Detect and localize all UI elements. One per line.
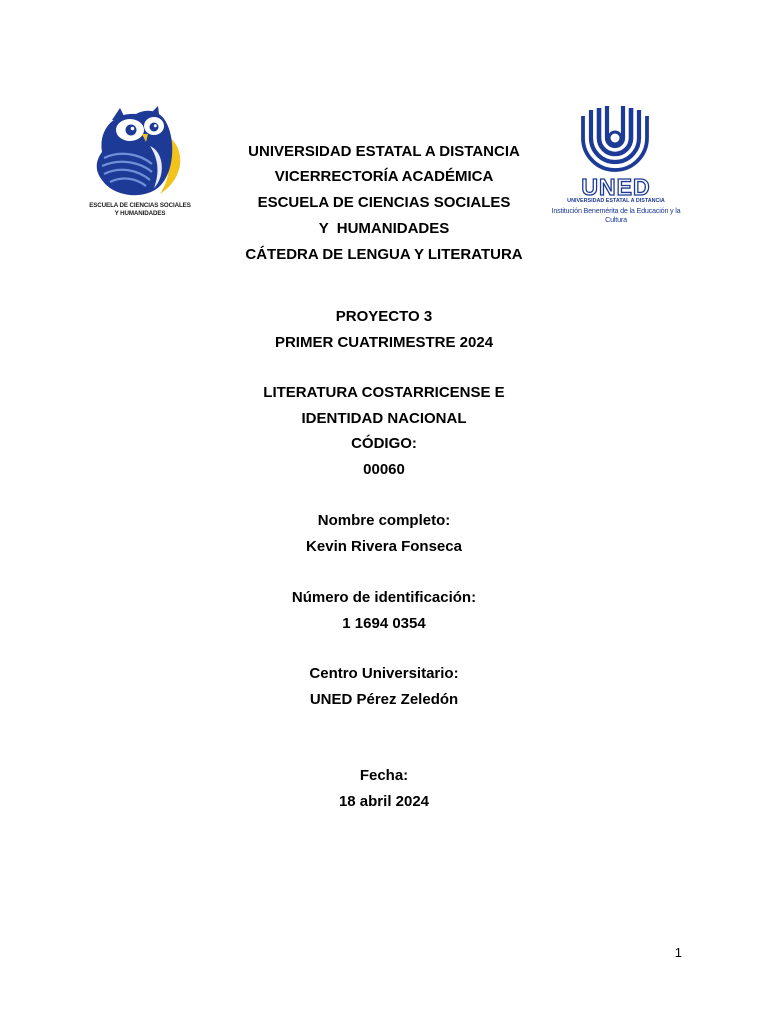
date-value: 18 abril 2024 bbox=[338, 793, 430, 810]
vice-rectory: VICERRECTORÍA ACADÉMICA bbox=[274, 168, 494, 185]
date-label: Fecha: bbox=[359, 767, 409, 784]
school-logo-caption-line1: ESCUELA DE CIENCIAS SOCIALES bbox=[89, 202, 191, 209]
student-id-label: Número de identificación: bbox=[291, 589, 477, 606]
student-name-label: Nombre completo: bbox=[317, 512, 451, 529]
page-number: 1 bbox=[674, 945, 682, 960]
uned-subtitle: UNIVERSIDAD ESTATAL A DISTANCIA bbox=[567, 198, 665, 204]
student-name-value: Kevin Rivera Fonseca bbox=[306, 538, 462, 555]
center-value: UNED Pérez Zeledón bbox=[309, 691, 459, 708]
university-name: UNIVERSIDAD ESTATAL A DISTANCIA bbox=[248, 143, 520, 160]
chair-name: CÁTEDRA DE LENGUA Y LITERATURA bbox=[245, 246, 523, 263]
course-name-line2: IDENTIDAD NACIONAL bbox=[301, 410, 467, 427]
project-period: PRIMER CUATRIMESTRE 2024 bbox=[274, 334, 494, 351]
course-name-line1: LITERATURA COSTARRICENSE E bbox=[263, 384, 505, 401]
uned-brand-text: UNED bbox=[581, 174, 651, 200]
school-logo-caption-line2: Y HUMANIDADES bbox=[114, 210, 166, 217]
uned-tagline: Institución Benemérita de la Educación y la Cultura bbox=[551, 206, 681, 224]
course-code-value: 00060 bbox=[363, 461, 405, 478]
project-title: PROYECTO 3 bbox=[335, 308, 433, 325]
uned-circle-icon bbox=[553, 102, 679, 176]
student-id-value: 1 1694 0354 bbox=[342, 615, 426, 632]
school-name-line2: Y HUMANIDADES bbox=[318, 220, 450, 237]
course-code-label: CÓDIGO: bbox=[351, 435, 417, 452]
school-name-line1: ESCUELA DE CIENCIAS SOCIALES bbox=[257, 194, 511, 211]
center-label: Centro Universitario: bbox=[309, 665, 459, 682]
